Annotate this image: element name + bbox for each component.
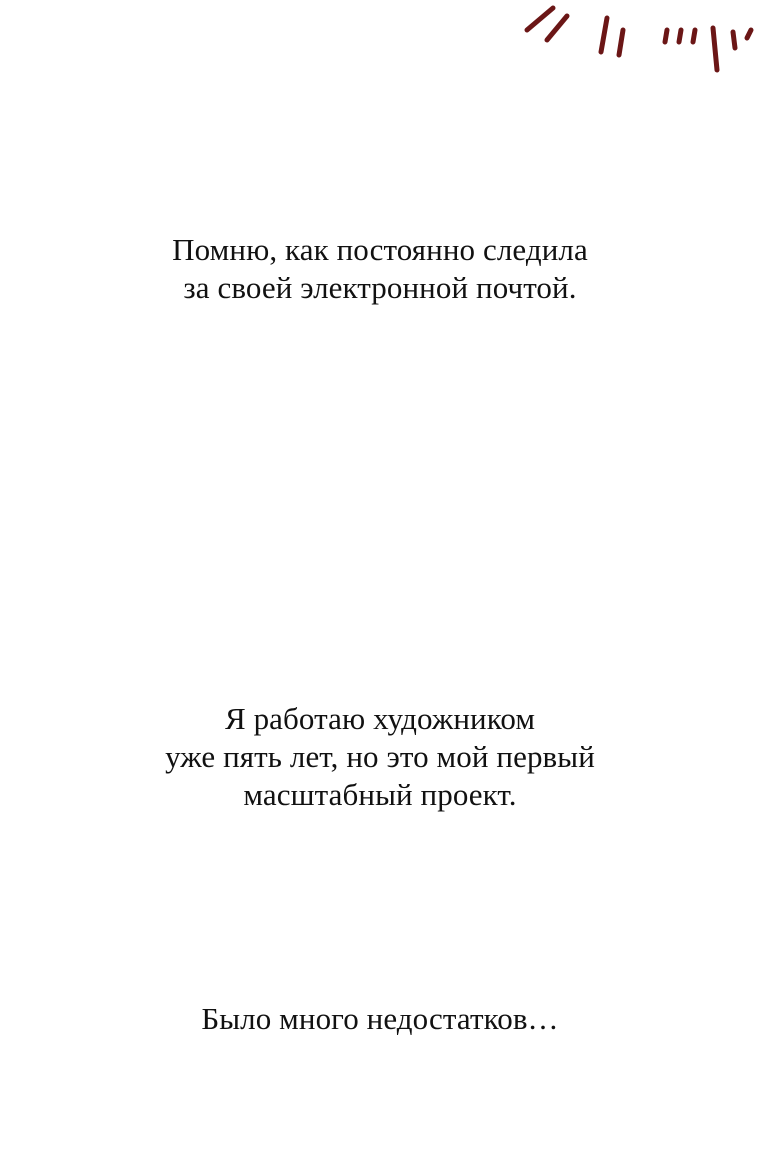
sfx-stroke bbox=[547, 16, 567, 40]
sfx-stroke bbox=[527, 8, 553, 30]
sfx-stroke bbox=[619, 30, 623, 55]
sfx-stroke bbox=[665, 30, 667, 42]
sfx-stroke bbox=[713, 28, 717, 70]
narration-caption-3 bbox=[0, 1000, 760, 1038]
narration-caption-1 bbox=[0, 231, 760, 307]
sfx-stroke bbox=[747, 30, 751, 38]
sfx-stroke bbox=[679, 30, 681, 42]
caption-line: Было много недостатков… bbox=[201, 1001, 559, 1036]
sfx-stroke bbox=[601, 18, 607, 52]
caption-line: за своей электронной почтой. bbox=[183, 270, 577, 305]
sfx-stroke bbox=[693, 30, 695, 42]
caption-line: Я работаю художником bbox=[224, 701, 536, 736]
sfx-hand-drawn-strokes bbox=[515, 0, 760, 80]
caption-line: уже пять лет, но это мой первый bbox=[165, 739, 595, 774]
narration-caption-2 bbox=[0, 700, 760, 814]
caption-line: Помню, как постоянно следила bbox=[172, 232, 588, 267]
caption-line: масштабный проект. bbox=[243, 777, 517, 812]
sfx-stroke bbox=[733, 32, 735, 48]
